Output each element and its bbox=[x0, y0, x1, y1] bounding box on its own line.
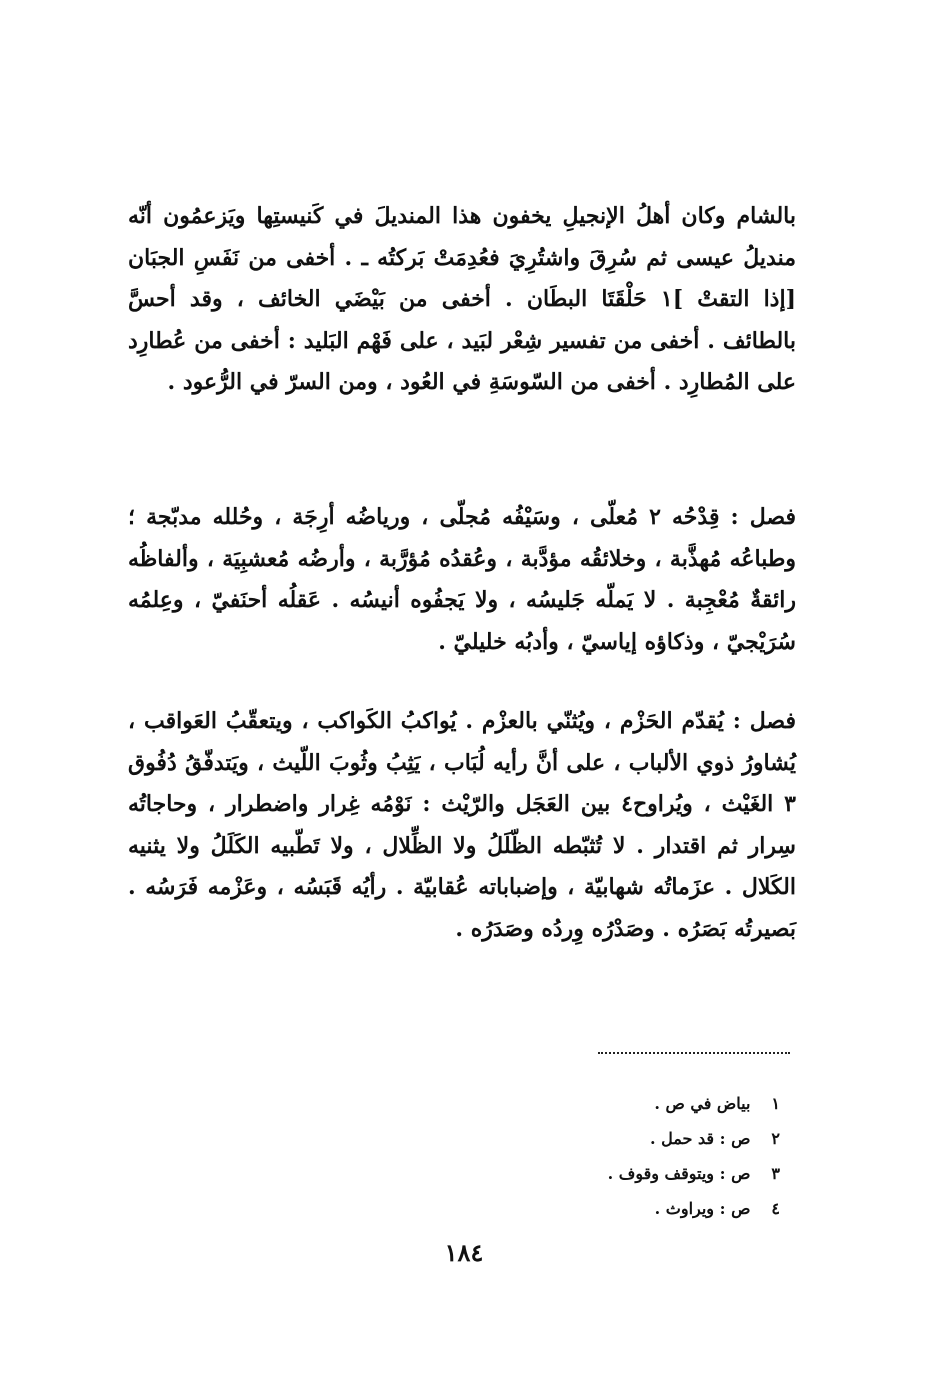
footnote-1-text: بياض في ص . bbox=[654, 1094, 751, 1113]
paragraph-1 bbox=[128, 196, 796, 404]
footnote-1 bbox=[400, 1086, 780, 1121]
footnote-4-text: ص : ويراوث . bbox=[654, 1199, 751, 1218]
paragraph-2 bbox=[128, 497, 796, 663]
paragraph-2-text: فصل : قِدْحُه ٢ مُعلّى ، وسَيْفُه مُجلّى ، ورياضُه أرِجَة ، وحُلله مدبّجة ؛ وطباعُه مُهذَّبة ، وخلائقُه مؤدَّبة ، وعُقدُه مُؤرَّبة ، وأرضُه مُعشبِيَة ، وألفاظُه رائقةٌ مُعْجِبة . لا يَملّه جَليسُه ، ولا يَجفُوه أنيسُه . عَقلُه أحنَفيّ ، وعِلمُه سُرَيْجيّ ، وذكاؤه إياسيّ ، وأدبُه خليليّ . bbox=[128, 504, 796, 655]
paragraph-1-text: بالشام وكان أهلُ الإنجيلِ يخفون هذا المنديلَ في كَنيستِها ويَزعمُون أنّه منديلُ عيسى ثم سُرِقَ واشتُرِيَ فعُدِمَتْ بَركتُه ـ . أخفى من نَفَسِ الجبَان [إذا التقتْ ]١ حَلْقَتَا البطَان . أخفى من بَيْضَي الخائف ، وقد أحسَّ بالطائف . أخفى من تفسير شِعْر لبَيد ، على فَهْم البَليد : أخفى من عُطارِد على المُطارِد . أخفى من السّوسَةِ في العُود ، ومن السرّ في الرُّعود . bbox=[128, 203, 796, 395]
footnote-2-number: ٢ bbox=[771, 1129, 780, 1148]
footnote-4 bbox=[400, 1191, 780, 1226]
footnote-3 bbox=[400, 1156, 780, 1191]
footnote-3-text: ص : ويتوقف وقوف . bbox=[607, 1164, 751, 1183]
footnote-divider bbox=[598, 1052, 790, 1054]
footnote-2-text: ص : قد حمل . bbox=[650, 1129, 751, 1148]
page-number: ١٨٤ bbox=[444, 1238, 484, 1267]
paragraph-3 bbox=[128, 701, 796, 950]
footnote-1-number: ١ bbox=[771, 1094, 780, 1113]
footnotes bbox=[400, 1086, 780, 1226]
footnote-2 bbox=[400, 1121, 780, 1156]
footnote-3-number: ٣ bbox=[771, 1164, 780, 1183]
footnote-4-number: ٤ bbox=[771, 1199, 780, 1218]
paragraph-3-text: فصل : يُقدّم الحَزْم ، ويُثنّي بالعزْم . يُواكبُ الكَواكب ، ويتعقّبُ العَواقب ، يُشاورُ ذوي الألباب ، على أنَّ رأيه لُبَاب ، يَثِبُ وثُوبَ اللّيث ، ويَتدفّقُ دُفُوق ٣ الغَيْث ، ويُراوح٤ بين العَجَل والرّيْث : نَوْمُه غِرار واضطرار ، وحاجاتُه سِرار ثم اقتدار . لا تُثبّطه الظّلَلُ ولا الظِّلال ، ولا تَطّبيه الكَلَلُ ولا يثنيه الكَلال . عزَماتُه شهابيّة ، وإضباباته عُقابيّة . رأيُه قَبَسُه ، وعَزْمه فَرَسُه . بَصيرتُه بَصَرُه . وصَدْرُه وِردُه وصَدَرُه . bbox=[128, 708, 796, 942]
